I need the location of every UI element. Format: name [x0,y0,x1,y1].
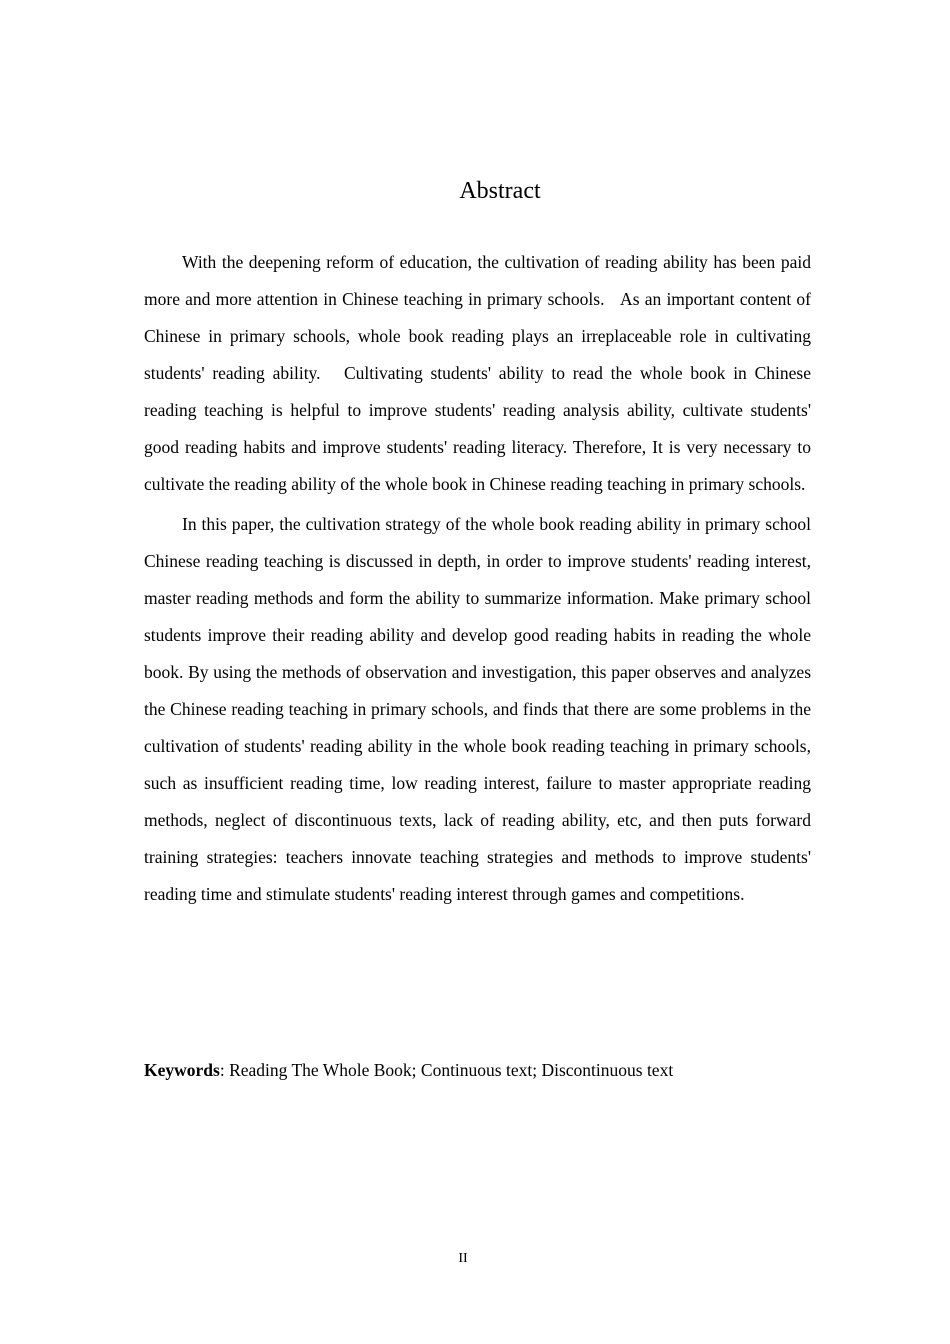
keywords-text: : Reading The Whole Book; Continuous text; Discontinuous text [219,1060,674,1080]
abstract-paragraph-2: In this paper, the cultivation strategy of the whole book reading ability in primary school Chinese reading teaching is discussed in depth, in order to improve students' reading interest, master reading methods and form the ability to summarize information. Make primary school students improve their reading ability and develop good reading habits in reading the whole book. By using the methods of observation and investigation, this paper observes and analyzes the Chinese reading teaching in primary schools, and finds that there are some problems in the cultivation of students' reading ability in the whole book reading teaching in primary schools, such as insufficient reading time, low reading interest, failure to master appropriate reading methods, neglect of discontinuous texts, lack of reading ability, etc, and then puts forward training strategies: teachers innovate teaching strategies and methods to improve students' reading time and stimulate students' reading interest through games and competitions. [144,514,811,904]
keywords-label: Keywords [144,1060,220,1080]
abstract-title: Abstract [459,178,541,204]
page-number: II [458,1251,468,1266]
abstract-body [144,244,811,913]
keywords-line [144,1052,811,1089]
abstract-paragraph-1: With the deepening reform of education, the cultivation of reading ability has been paid more and more attention in Chinese teaching in primary schools. As an important content of Chinese in primary schools, whole book reading plays an irreplaceable role in cultivating students' reading ability. Cultivating students' ability to read the whole book in Chinese reading teaching is helpful to improve students' reading analysis ability, cultivate students' good reading habits and improve students' reading literacy. Therefore, It is very necessary to cultivate the reading ability of the whole book in Chinese reading teaching in primary schools. [144,252,811,494]
